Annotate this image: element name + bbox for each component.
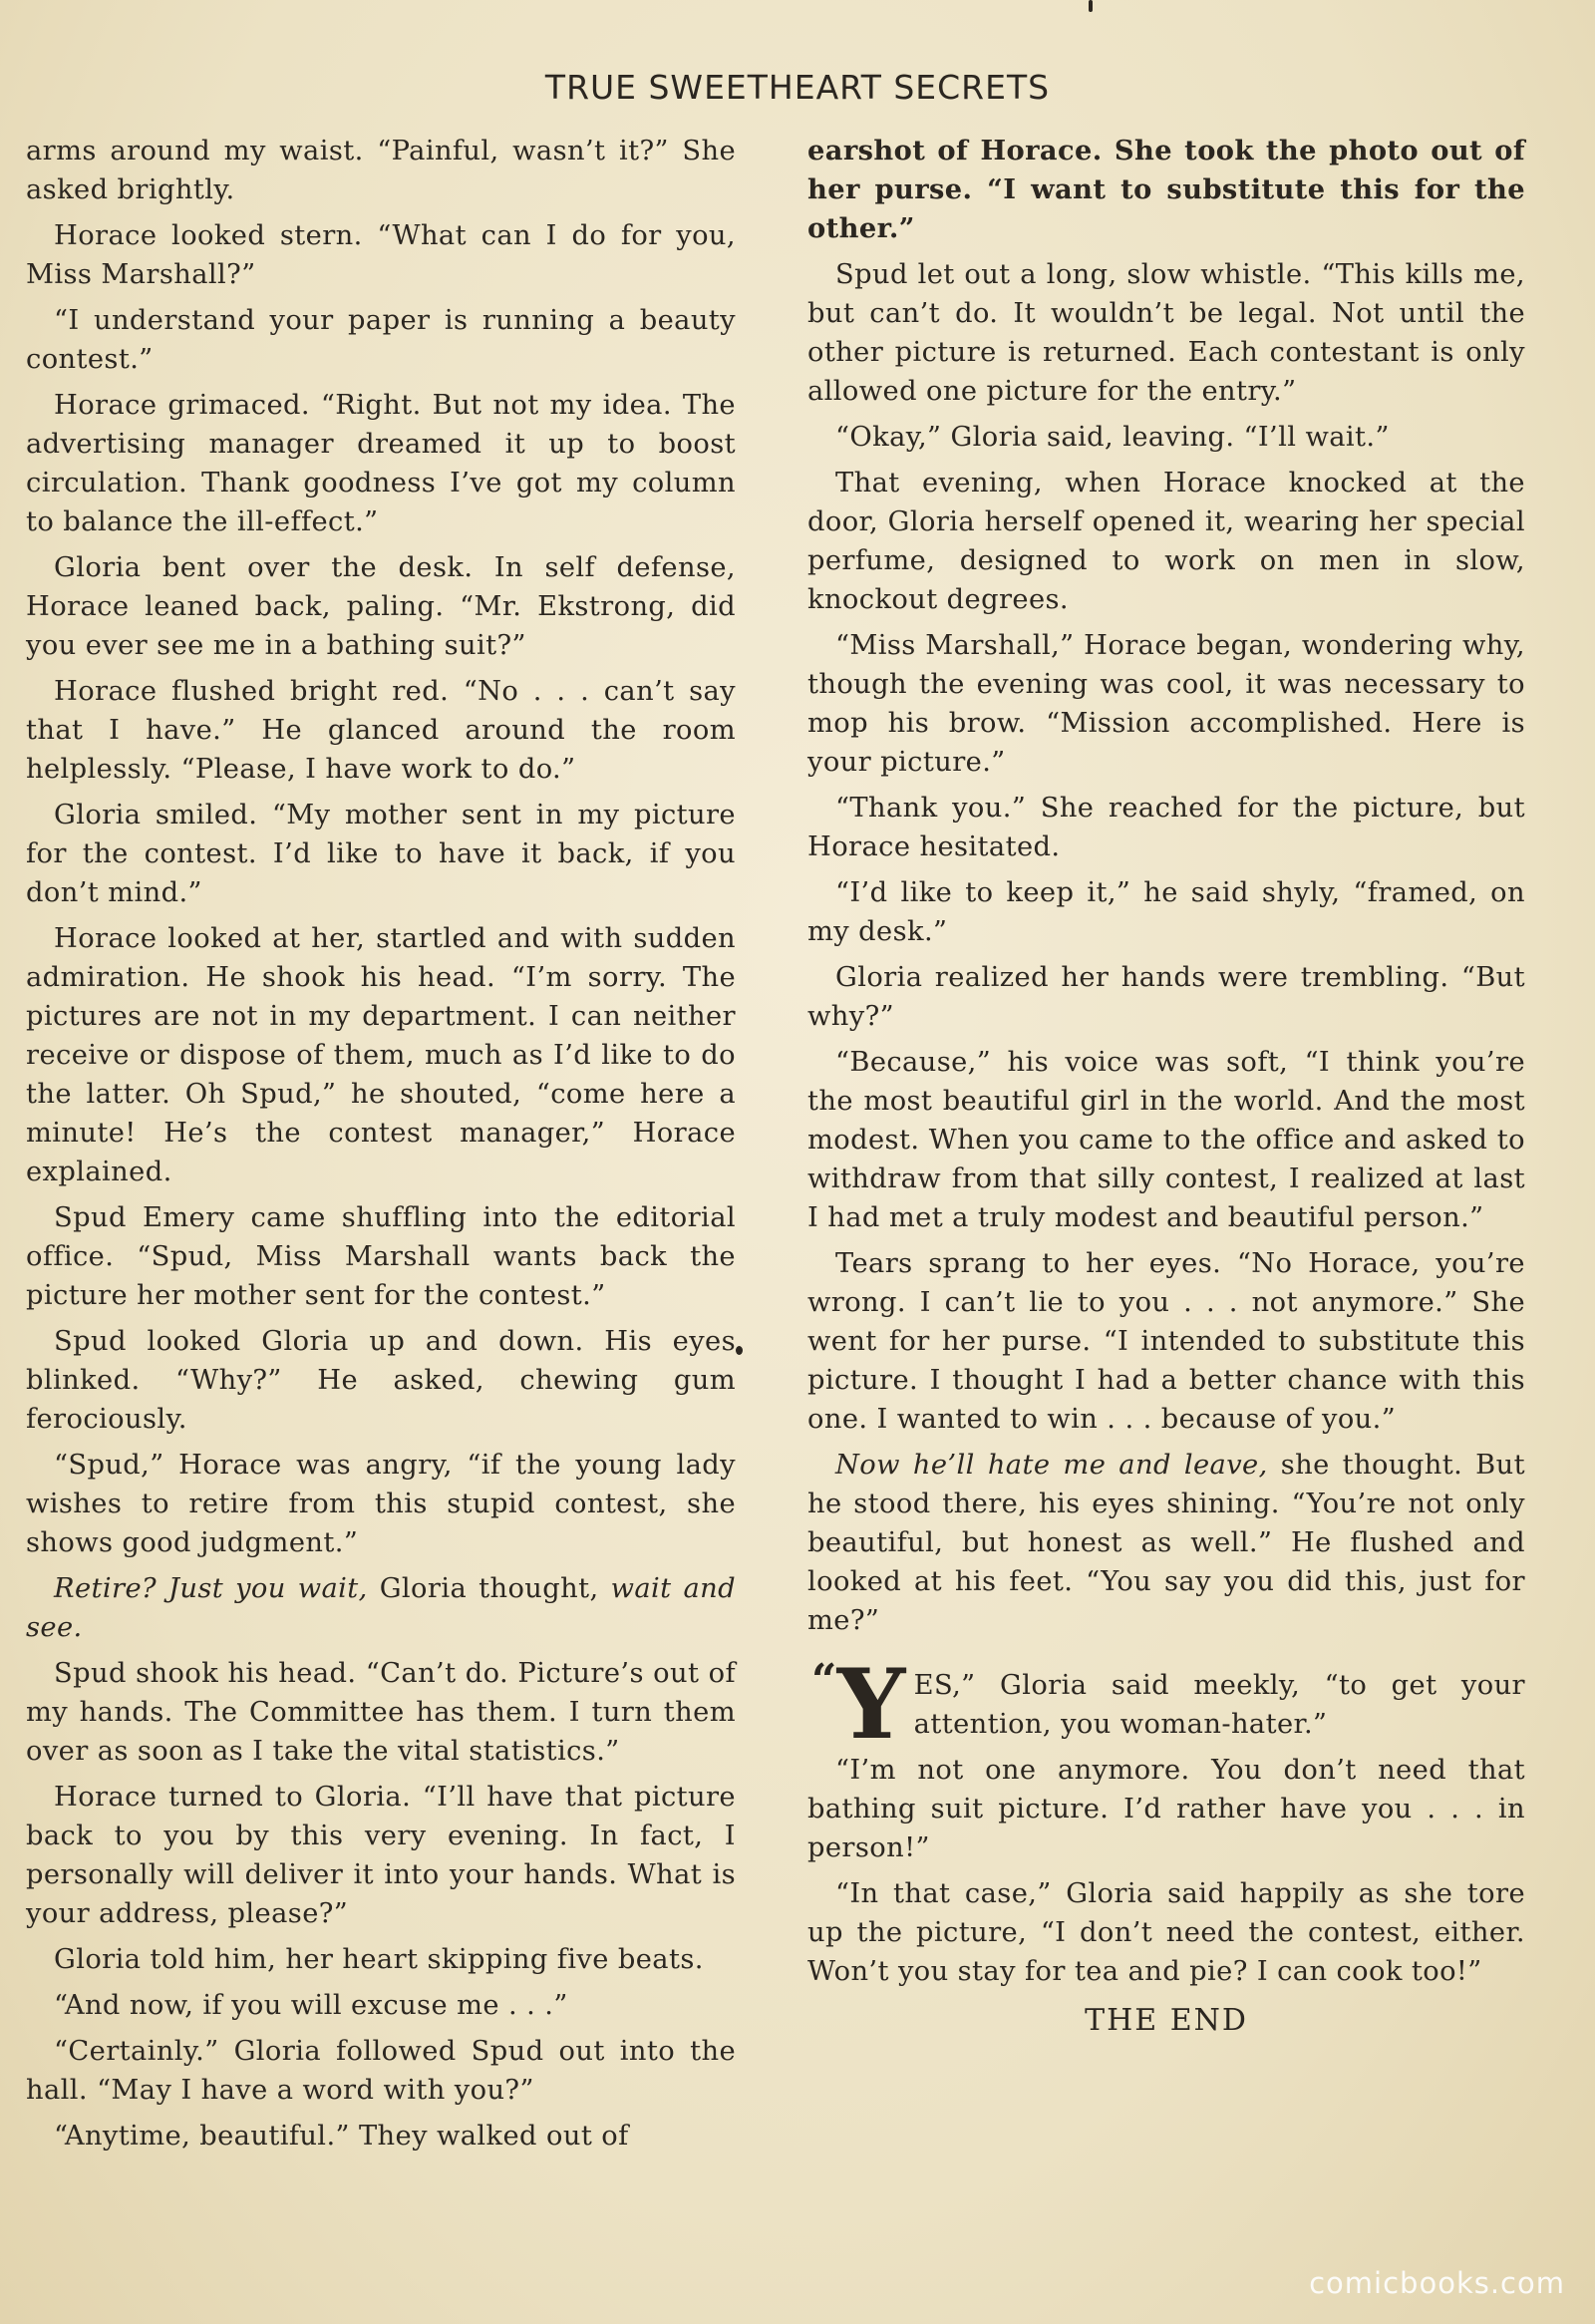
paragraph: Gloria bent over the desk. In self defense, Horace leaned back, paling. “Mr. Ekstrong, did you ever see me in a bathing suit?” [26, 552, 736, 661]
paragraph: “Because,” his voice was soft, “I think you’re the most beautiful girl in the world. And the most modest. When you came to the office and asked to withdraw from that silly contest, I realized at last I had met a truly modest and beautiful person.” [807, 1047, 1525, 1233]
paragraph: Gloria told him, her heart skipping five beats. [54, 1944, 704, 1975]
page-header: TRUE SWEETHEART SECRETS [544, 68, 1051, 107]
dropcap-rest: ES,” Gloria said meekly, “to get your attention, you woman-hater.” [913, 1670, 1525, 1740]
paragraph: Horace looked stern. “What can I do for you, Miss Marshall?” [26, 220, 736, 290]
paragraph: “Anytime, beautiful.” They walked out of [54, 2121, 629, 2152]
paragraph: Horace looked at her, startled and with sudden admiration. He shook his head. “I’m sorry. The pictures are not in my department. I can neither receive or dispose of them, much as I’d like to do the latter. Oh Spud,” he shouted, “come here a minute! He’s the contest manager,” Horace explained. [26, 923, 736, 1187]
paragraph: “Spud,” Horace was angry, “if the young lady wishes to retire from this stupid contest, she shows good judgment.” [26, 1450, 736, 1558]
paragraph: Spud looked Gloria up and down. His eyes blinked. “Why?” He asked, chewing gum ferociously. [26, 1326, 736, 1435]
dropcap-paragraph [807, 1648, 1525, 1761]
print-speck [736, 1346, 743, 1355]
the-end-label: THE END [1085, 2003, 1248, 2038]
right-column [807, 132, 1525, 2038]
italic-thought-paragraph [26, 1569, 736, 1647]
italic-thought-paragraph [807, 1446, 1525, 1640]
paragraph: “And now, if you will excuse me . . .” [54, 1990, 568, 2021]
dropcap-letter: Y [836, 1648, 906, 1761]
print-speck [1089, 0, 1093, 12]
paragraph: “I understand your paper is running a beauty contest.” [26, 305, 736, 375]
paragraph: Gloria realized her hands were trembling. “But why?” [807, 962, 1525, 1032]
paragraph: Horace grimaced. “Right. But not my idea. The advertising manager dreamed it up to boost circulation. Thank goodness I’ve got my column to balance the ill-effect.” [26, 390, 736, 537]
paragraph: Horace turned to Gloria. “I’ll have that picture back to you by this very evening. In fact, I personally will deliver it into your hands. What is your address, please?” [26, 1782, 736, 1929]
italic-text: Now he’ll hate me and leave, [835, 1450, 1268, 1481]
paragraph: “Thank you.” She reached for the picture, but Horace hesitated. [807, 793, 1525, 862]
paragraph: Gloria smiled. “My mother sent in my picture for the contest. I’d like to have it back, if you don’t mind.” [26, 800, 736, 908]
paragraph: Spud shook his head. “Can’t do. Picture’s out of my hands. The Committee has them. I turn them over as soon as I take the vital statistics.” [26, 1658, 736, 1767]
paragraph: Spud Emery came shuffling into the editorial office. “Spud, Miss Marshall wants back the picture her mother sent for the contest.” [26, 1202, 736, 1311]
paragraph: “I’d like to keep it,” he said shyly, “framed, on my desk.” [807, 877, 1525, 947]
paragraph: “In that case,” Gloria said happily as she tore up the picture, “I don’t need the contest, either. Won’t you stay for tea and pie? I can cook too!” [807, 1878, 1525, 1987]
paragraph: That evening, when Horace knocked at the door, Gloria herself opened it, wearing her special perfume, designed to work on men in slow, knockout degrees. [807, 468, 1525, 615]
paragraph: “I’m not one anymore. You don’t need that bathing suit picture. I’d rather have you . . . in person!” [807, 1755, 1525, 1863]
paragraph: earshot of Horace. She took the photo out of her purse. “I want to substitute this for the other.” [807, 135, 1525, 244]
paragraph: “Okay,” Gloria said, leaving. “I’ll wait.” [835, 422, 1390, 453]
paragraph: “Miss Marshall,” Horace began, wondering why, though the evening was cool, it was necessary to mop his brow. “Mission accomplished. Here is your picture.” [807, 630, 1525, 778]
dropcap-quote-mark: “ [811, 1655, 837, 1706]
dropcap [811, 1648, 906, 1761]
paragraph: Spud let out a long, slow whistle. “This kills me, but can’t do. It wouldn’t be legal. Not until the other picture is returned. Each contestant is only allowed one picture for the entry.” [807, 259, 1525, 407]
paragraph: Tears sprang to her eyes. “No Horace, you’re wrong. I can’t lie to you . . . not anymore.” She went for her purse. “I intended to substitute this picture. I thought I had a better chance with this one. I wanted to win . . . because of you.” [807, 1248, 1525, 1435]
left-column [26, 132, 736, 2162]
italic-text: Retire? Just you wait, [54, 1573, 368, 1604]
watermark: comicbooks.com [1309, 2266, 1565, 2300]
paragraph: “Certainly.” Gloria followed Spud out into the hall. “May I have a word with you?” [26, 2036, 736, 2106]
plain-text: Gloria thought, [367, 1573, 611, 1604]
plain-text: she thought. But he stood there, his eyes shining. “You’re not only beautiful, but honest as well.” He flushed and looked at his feet. “You say you did this, just for me?” [807, 1450, 1525, 1636]
italic-text: wait and see. [26, 1573, 737, 1643]
paragraph: arms around my waist. “Painful, wasn’t it?” She asked brightly. [26, 136, 736, 205]
paragraph: Horace flushed bright red. “No . . . can’t say that I have.” He glanced around the room helplessly. “Please, I have work to do.” [26, 676, 736, 785]
